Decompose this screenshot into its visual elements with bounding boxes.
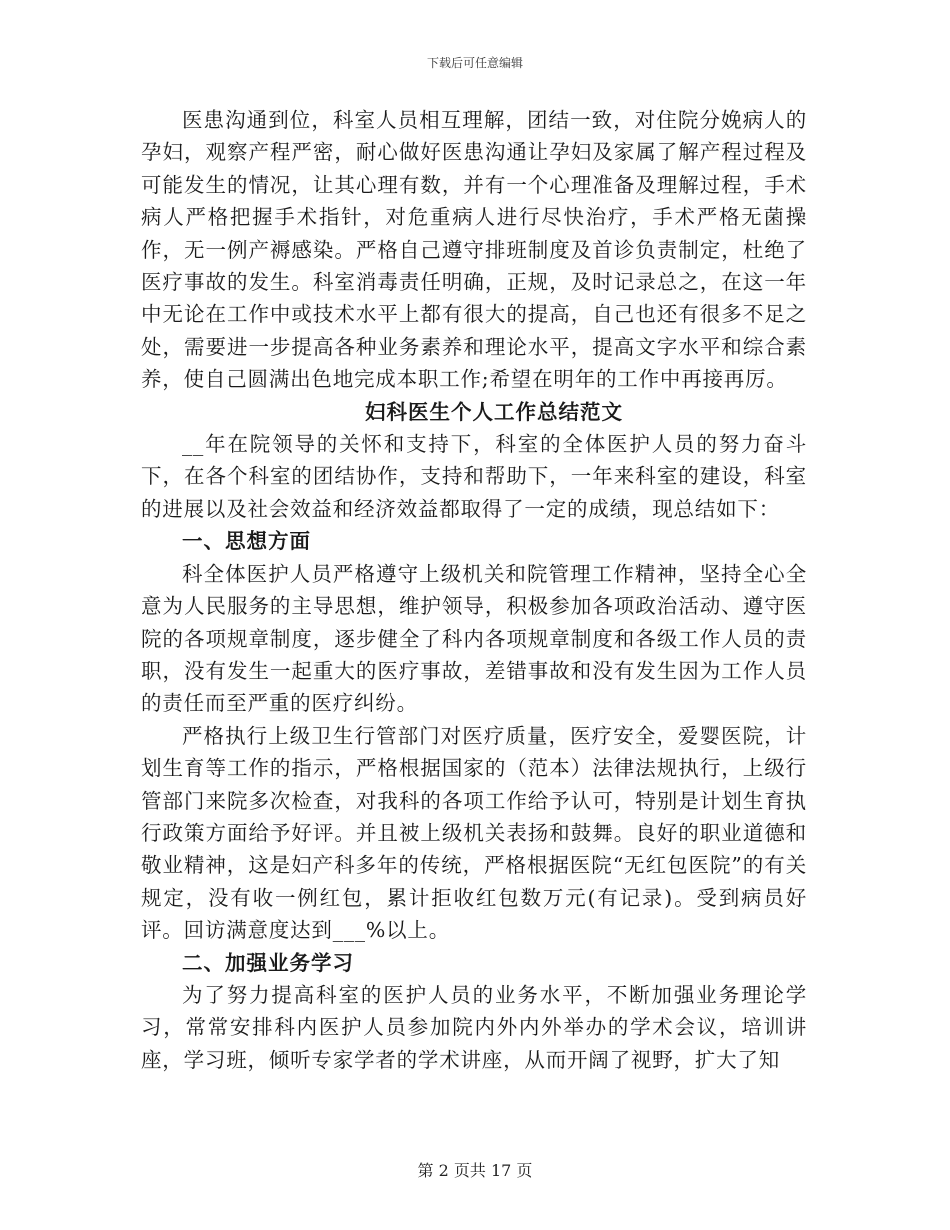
paragraph-1: 医患沟通到位，科室人员相互理解，团结一致，对住院分娩病人的孕妇，观察产程严密，耐心做好医患沟通让孕妇及家属了解产程过程及可能发生的情况，让其心理有数，并有一个心理准备及理解过程，手术病人严格把握手术指针，对危重病人进行尽快治疗，手术严格无菌操作，无一例产褥感染。严格自己遵守排班制度及首诊负责制定，杜绝了医疗事故的发生。科室消毒责任明确，正规，及时记录总之，在这一年中无论在工作中或技术水平上都有很大的提高，自己也还有很多不足之处，需要进一步提高各种业务素养和理论水平，提高文字水平和综合素养，使自己圆满出色地完成本职工作;希望在明年的工作中再接再厉。 (141, 108, 807, 392)
header-note: 下载后可任意编辑 (426, 56, 523, 70)
paragraph-2: 科全体医护人员严格遵守上级机关和院管理工作精神，坚持全心全意为人民服务的主导思想，维护领导，积极参加各项政治活动、遵守医院的各项规章制度，逐步健全了科内各项规章制度和各级工作人员的责职，没有发生一起重大的医疗事故，差错事故和没有发生因为工作人员的责任而至严重的医疗纠纷。 (141, 561, 807, 716)
section-title: 妇科医生个人工作总结范文 (365, 399, 623, 424)
heading-thought: 一、思想方面 (182, 529, 311, 554)
paragraph-4: 为了努力提高科室的医护人员的业务水平，不断加强业务理论学习，常常安排科内医护人员参加院内外内外举办的学术会议，培训讲座，学习班，倾听专家学者的学术讲座，从而开阔了视野，扩大了知 (141, 982, 807, 1072)
paragraph-3: 严格执行上级卫生行管部门对医疗质量，医疗安全，爱婴医院，计划生育等工作的指示，严格根据国家的（范本）法律法规执行，上级行管部门来院多次检查，对我科的各项工作给予认可，特别是计划生育执行政策方面给予好评。并且被上级机关表扬和鼓舞。良好的职业道德和敬业精神，这是妇产科多年的传统，严格根据医院“无红包医院”的有关规定，没有收一例红包，累计拒收红包数万元(有记录)。受到病员好评。回访满意度达到___%以上。 (141, 723, 807, 943)
intro-paragraph: __年在院领导的关怀和支持下，科室的全体医护人员的努力奋斗下，在各个科室的团结协作，支持和帮助下，一年来科室的建设，科室的进展以及社会效益和经济效益都取得了一定的成绩，现总结如下： (141, 432, 807, 521)
heading-study: 二、加强业务学习 (182, 950, 354, 975)
page-footer: 第 2 页共 17 页 (417, 1161, 533, 1180)
document-body (141, 104, 807, 1076)
